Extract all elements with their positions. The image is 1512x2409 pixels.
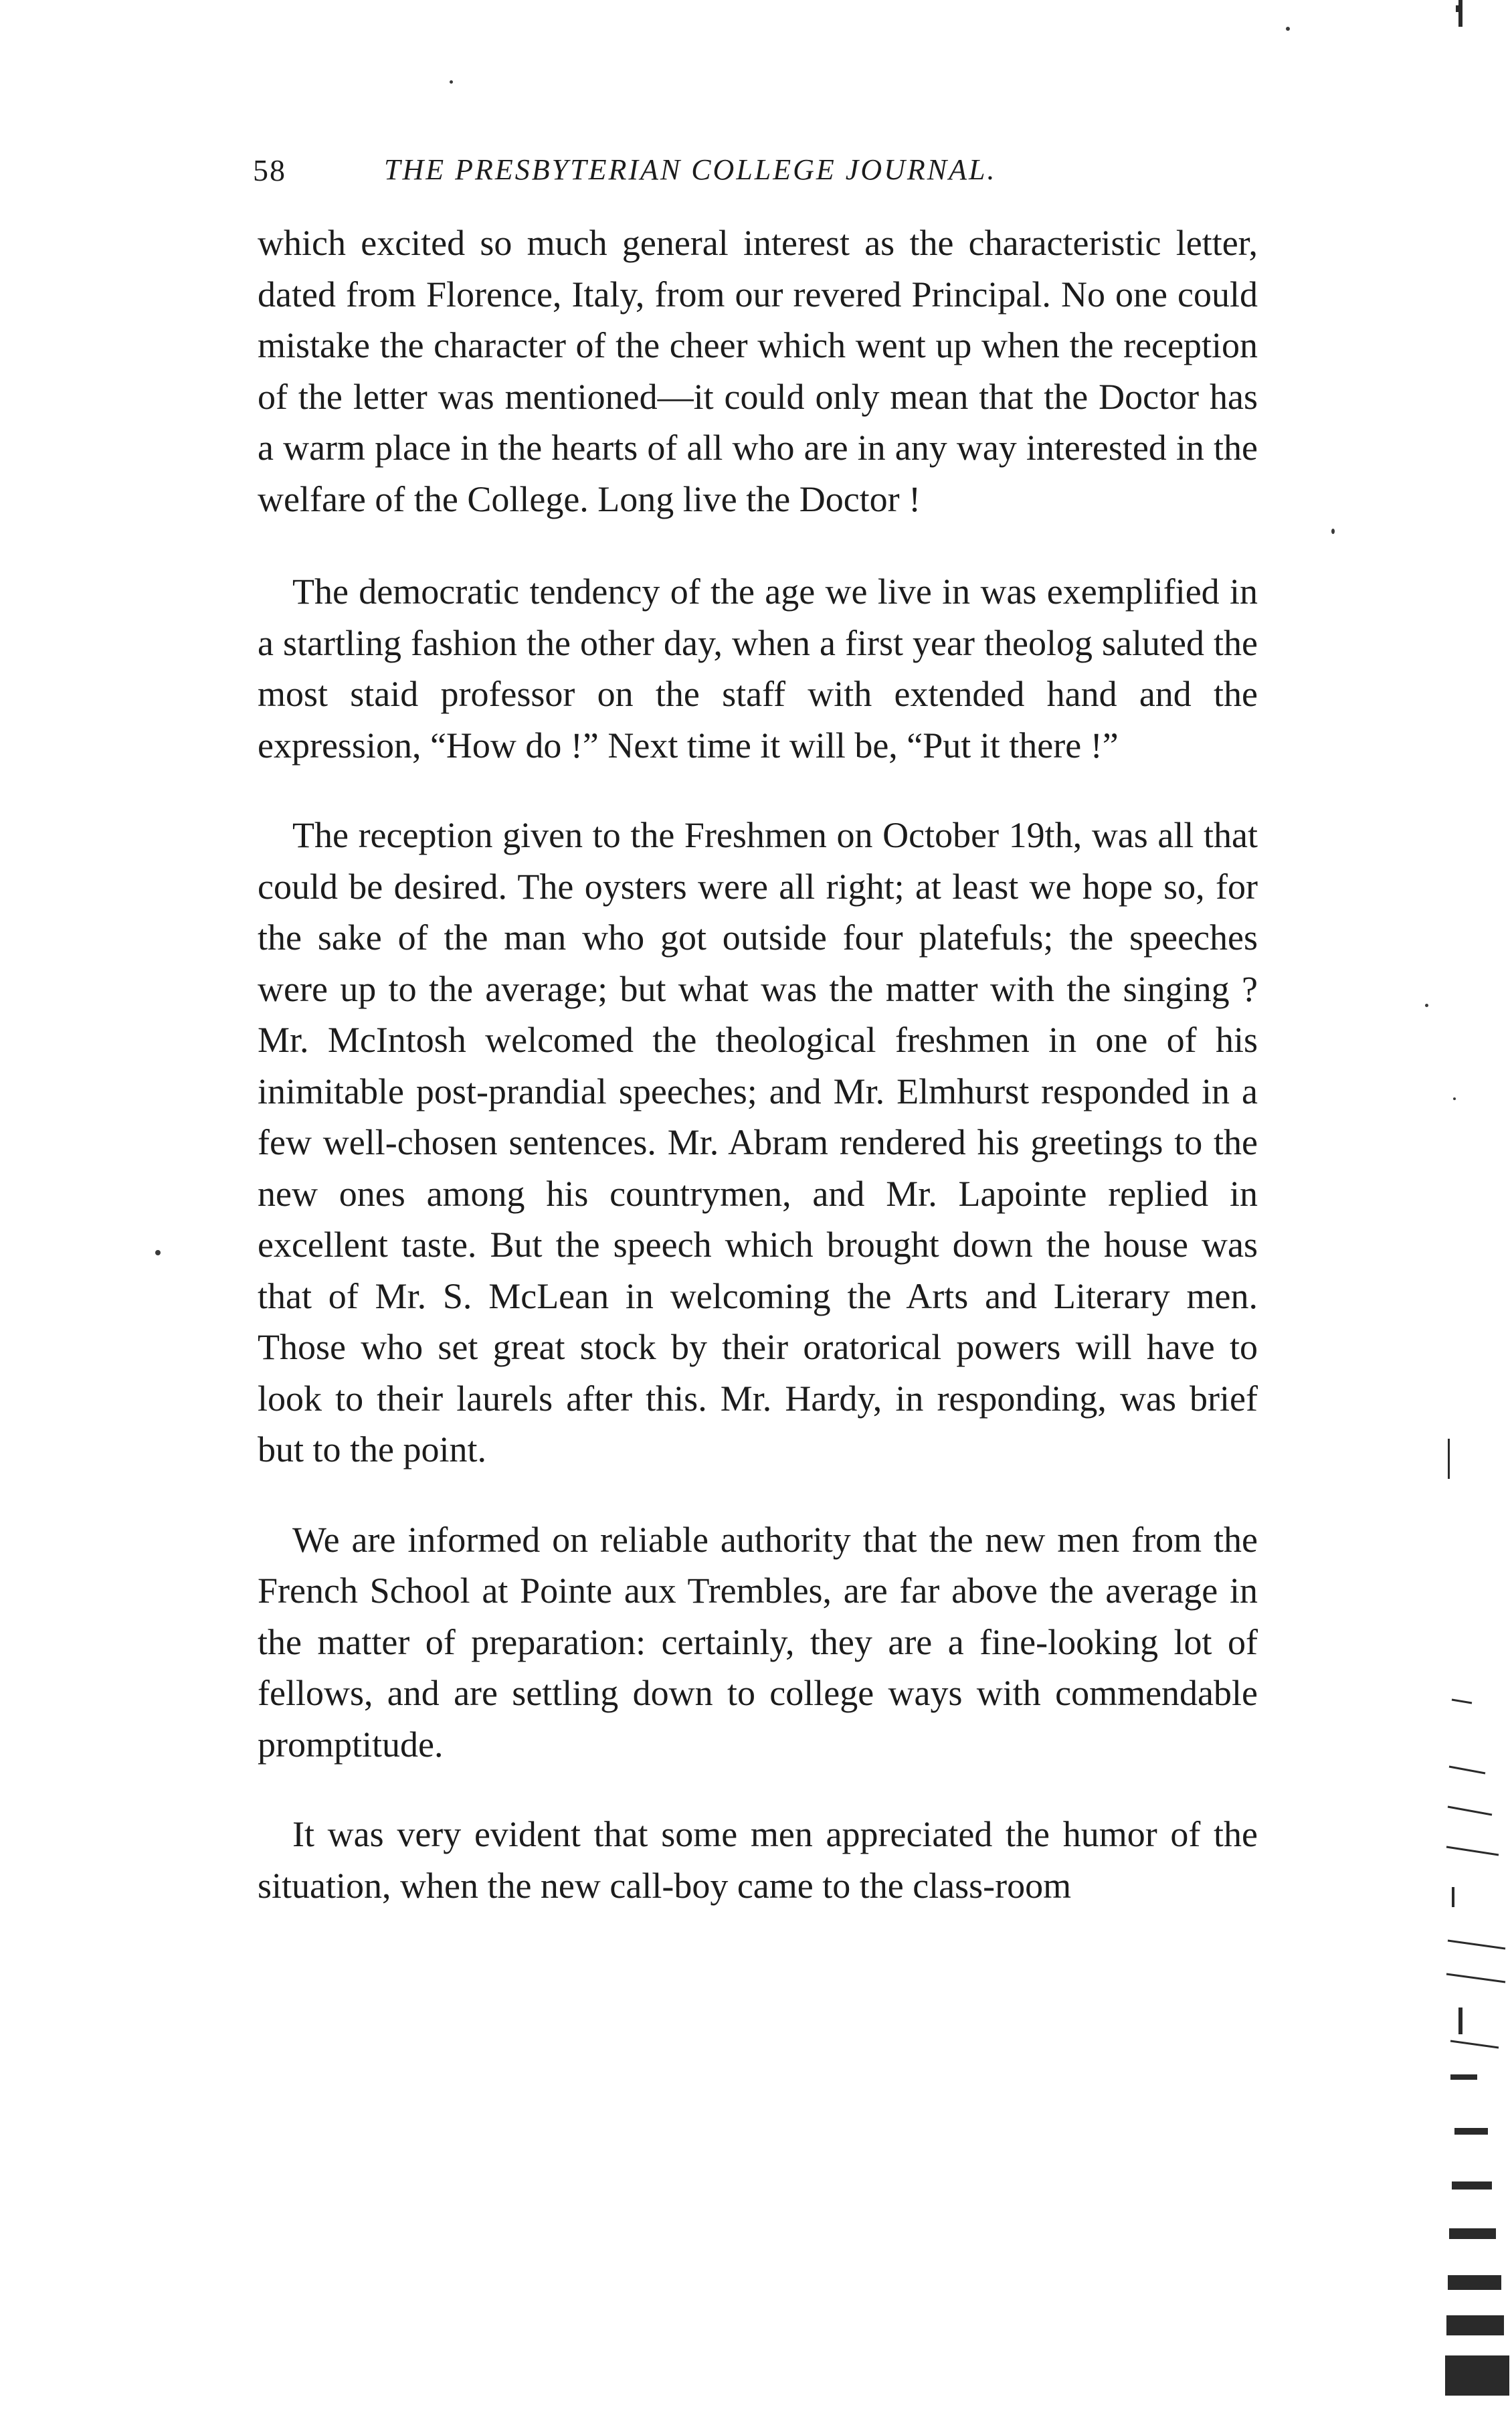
paragraph-democratic-tendency: The democratic tendency of the age we live in was exemplified in a startling fashion the other day, when a first year theolog saluted the most staid professor on the staff with extended hand and the expression, “How do !” Next time it will be, “Put it there !”: [258, 571, 1258, 766]
scan-speck: [1286, 27, 1290, 31]
journal-title: THE PRESBYTERIAN COLLEGE JOURNAL.: [384, 153, 997, 186]
paragraph-call-boy: It was very evident that some men appreciated the humor of the situation, when the new call-boy came to the class-room: [258, 1814, 1258, 1906]
running-head: [253, 153, 1277, 193]
scan-speck: [1453, 1097, 1456, 1100]
paragraph-continued: which excited so much general interest as the characteristic letter, dated from Florence, Italy, from our revered Principal. No one could mistake the character of the cheer which went up when the reception of the letter was mentioned—it could only mean that the Doctor has a warm place in the hearts of all who are in any way interested in the welfare of the College. Long live the Doctor !: [258, 223, 1258, 519]
paragraph-french-school: We are informed on reliable authority that the new men from the French School at Pointe aux Trembles, are far above the average in the matter of preparation: certainly, they are a fine-looking lot of fellows, and are settling down to college ways with commendable promptitude.: [258, 1519, 1258, 1765]
scan-edge-artifact: [1432, 0, 1512, 2409]
page-number: 58: [253, 153, 286, 187]
scan-speck: [1425, 1004, 1428, 1007]
article-body: [258, 217, 1258, 1950]
scan-speck: [450, 80, 453, 84]
scan-speck: [155, 1250, 161, 1255]
scan-speck: [1331, 529, 1335, 534]
paragraph-freshmen-reception: The reception given to the Freshmen on October 19th, was all that could be desired. The oysters were all right; at least we hope so, for the sake of the man who got outside four platefuls; the speeches were up to the average; but what was the matter with the singing ? Mr. McIntosh welcomed the theological freshmen in one of his inimitable post-prandial speeches; and Mr. Elmhurst responded in a few well-chosen sentences. Mr. Abram rendered his greetings to the new ones among his countrymen, and Mr. Lapointe replied in excellent taste. But the speech which brought down the house was that of Mr. S. McLean in welcoming the Arts and Literary men. Those who set great stock by their oratorical powers will have to look to their laurels after this. Mr. Hardy, in responding, was brief but to the point.: [258, 815, 1258, 1469]
